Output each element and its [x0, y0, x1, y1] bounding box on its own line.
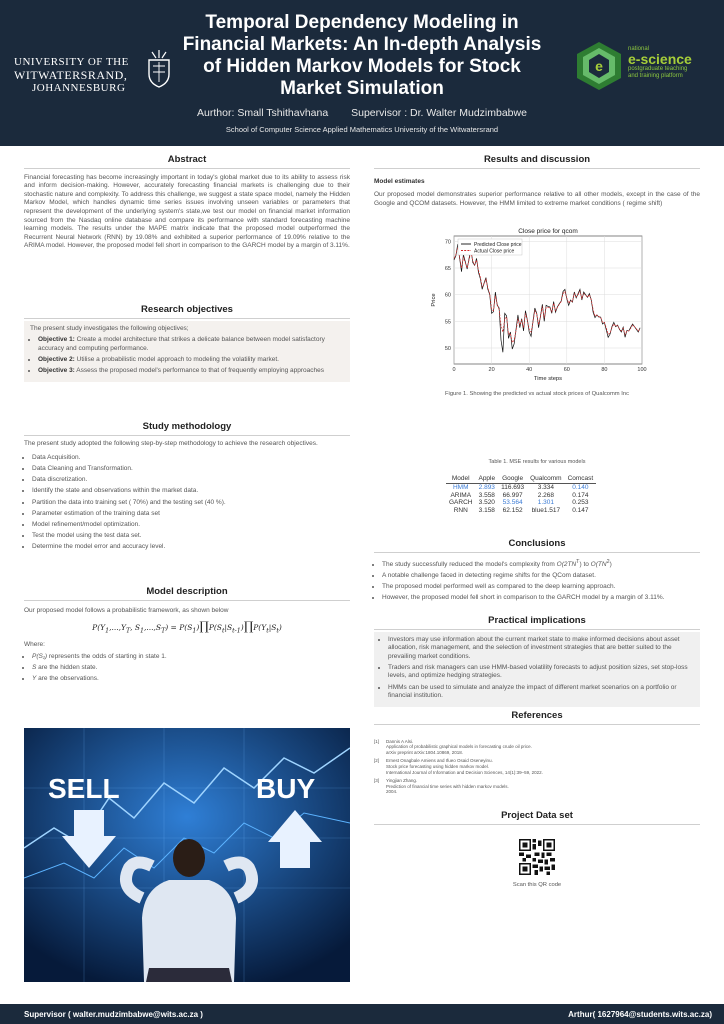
legend-label: Actual Close price [474, 248, 515, 255]
results-text: Our proposed model demonstrates superior performance relative to all other models, except in the case of the Google and QCOM datasets. However, the HMM limited to extreme market conditions ( regime shift) [374, 191, 700, 207]
wits-logo [14, 46, 164, 102]
reference-item [374, 758, 700, 775]
sell-buy-illustration [24, 728, 350, 982]
wits-logo-line-1: UNIVERSITY OF THE [14, 56, 129, 68]
model-bullet [32, 664, 350, 673]
footer-supervisor-email[interactable]: Supervisor ( walter.mudzimbabwe@wits.ac.za ) [24, 1010, 203, 1019]
mse-table [446, 474, 596, 514]
objective-label: Objective 2: [38, 355, 75, 363]
qcom-chart [424, 226, 648, 386]
implications-section [374, 617, 700, 707]
model-symbol: Y [32, 675, 37, 683]
objective-text: Assess the proposed model's performance to that of frequently employing approaches [74, 366, 324, 374]
y-tick-label: 60 [444, 292, 451, 299]
model-bullet-text: are the hidden state. [36, 664, 98, 672]
implications-heading: Practical implications [374, 617, 700, 630]
reference-authors: Yingjian Zhang. [386, 778, 418, 784]
model-heading: Model description [24, 588, 350, 601]
x-tick-label: 40 [526, 367, 533, 373]
model-bullet [32, 653, 350, 662]
methodology-step: • Data discretization. [32, 476, 350, 485]
reference-venue: arXiv preprint arXiv:1804.10869, 2018. [386, 749, 464, 755]
reference-authors: Dannis A Alsi. [386, 738, 414, 744]
objective-label: Objective 1: [38, 336, 75, 344]
table-cell: GARCH [449, 499, 473, 506]
model-symbol: S [32, 664, 37, 672]
table-row [446, 499, 596, 507]
objectives-intro: The present study investigates the following objectives; [30, 324, 189, 332]
table-header: Qualcomm [527, 474, 564, 484]
model-symbol: P(S₁) [32, 653, 48, 661]
project-heading: Project Data set [374, 812, 700, 825]
figure-caption: Figure 1. Showing the predicted vs actual stock prices of Qualcomm Inc [445, 391, 629, 397]
supervisor-name: Supervisor : Dr. Walter Mudzimbabwe [351, 107, 527, 119]
reference-body [386, 778, 509, 795]
objective-label: Objective 3: [38, 366, 75, 374]
results-subheading: Model estimates [374, 177, 425, 185]
abstract-heading: Abstract [24, 156, 350, 169]
table-cell: HMM [452, 484, 469, 491]
table-cell: ARIMA [450, 491, 472, 499]
wits-logo-line-3: JOHANNESBURG [32, 82, 126, 94]
abstract-text: Financial forecasting has become increasingly important in today's global market due to its ability to assess risk and inform decision-making. However, accurately forecasting financial markets is challenging due to their stochastic nature and complexity. To address this challenge, we suggest a state space model, namely the Hidden Markov Model, which handles dynamic time series issues involving unseen variables or parameters that represent the development of the underlying system's state,we test our model on financial market information sourced from the Nasdaq online database and compare its performance with standard forecasting machine learning models. The results under the MAPE matrix indicate that the proposed model outperformed the Recurrent Neural Network (RNN) by 19.08% and exhibited a superior performance of 19.09% relative to the ARIMA model. However, the proposed model fell short in comparison to the GARCH model by a margin of 3.11%. [24, 173, 350, 250]
poster-footer [0, 1004, 724, 1024]
model-bullet-text: represents the odds of starting in state 1. [47, 653, 167, 661]
reference-item [374, 778, 700, 795]
methodology-steps [24, 454, 350, 551]
x-tick-label: 60 [563, 367, 570, 373]
conclusions-list [374, 558, 700, 603]
model-section [24, 588, 350, 687]
chart-title: Close price for qcom [518, 228, 578, 235]
svg-text:e: e [595, 58, 603, 74]
reference-title: Prediction of financial time series with hidden markov models. [386, 783, 509, 789]
table-header: Comcast [565, 474, 597, 484]
table-cell: blue1.517 [531, 506, 561, 514]
y-tick-label: 70 [444, 239, 451, 246]
table-cell: 62.152 [502, 506, 523, 514]
objective-text: Utilise a probabilistic model approach to modeling the volatility market. [74, 355, 279, 363]
qr-code-icon[interactable] [519, 839, 555, 875]
reference-venue: 2004. [386, 789, 398, 795]
conclusions-section [374, 540, 700, 605]
reference-body [386, 739, 532, 756]
sell-text: SELL [48, 773, 120, 804]
implication-item: • Investors may use information about the current market state to make informed decisions about asset allocation, risk management, and the selection of investment strategies that are better suited to the prevailing market conditions. [388, 636, 694, 662]
conclusion-text: The study successfully reduced the model's complexity from [382, 560, 557, 568]
objectives-box [24, 321, 350, 382]
references-list [374, 739, 700, 795]
author-name: Aurthor: Small Tshithavhana [197, 107, 329, 119]
references-section [374, 712, 700, 798]
table-cell: 0.140 [572, 484, 589, 491]
complexity-new-exp: 2 [606, 558, 610, 565]
conclusion-text: ) [609, 560, 612, 568]
conclusion-item: • However, the proposed model fell short in comparison to the GARCH model by a margin of 3.11%. [382, 594, 700, 603]
table-cell: 3.158 [478, 506, 495, 514]
complexity-old-exp: T [576, 558, 580, 565]
table-cell: 3.558 [478, 491, 495, 499]
y-tick-label: 55 [444, 319, 451, 326]
methodology-step: • Data Cleaning and Transformation. [32, 465, 350, 474]
objectives-heading: Research objectives [24, 306, 350, 319]
objectives-list [30, 336, 344, 375]
methodology-heading: Study methodology [24, 423, 350, 436]
poster-title: Temporal Dependency Modeling in Financial Markets: An In-depth Analysis of Hidden Markov Models for Stock Market Simulation [182, 12, 542, 99]
objective-text: Create a model architecture that strikes a delicate balance between model satisfactory accuracy and computing performance. [38, 336, 325, 352]
x-tick-label: 20 [488, 367, 495, 373]
e-science-line-3: postgraduate teaching [628, 66, 688, 72]
implication-item: • Traders and risk managers can use HMM-based volatility forecasts to adjust position sizes, set stop-loss levels, and optimize hedging strategies. [388, 664, 694, 681]
table-cell: 2.893 [478, 484, 495, 491]
complexity-new: O(TN [590, 560, 607, 568]
implications-list [380, 636, 694, 701]
reference-number: [3] [374, 778, 380, 784]
methodology-step: • Identify the state and observations within the market data. [32, 487, 350, 496]
table-header: Apple [475, 474, 498, 484]
businessman-figure [126, 839, 252, 982]
model-bullet-text: are the observations. [36, 675, 99, 683]
implication-item: • HMMs can be used to simulate and analyze the impact of different market scenarios on a portfolio or financial institution. [388, 684, 694, 701]
objective-item [38, 356, 344, 365]
reference-body [386, 758, 543, 775]
references-heading: References [374, 712, 700, 725]
model-bullet [32, 675, 350, 684]
table-cell: 116.693 [501, 484, 525, 491]
methodology-step: • Data Acquisition. [32, 454, 350, 463]
e-science-line-4: and training platform [628, 73, 683, 79]
y-tick-label: 65 [444, 266, 451, 272]
methodology-step: • Partition the data into training set ( 70%) and the testing set (40 %). [32, 499, 350, 508]
methodology-intro: The present study adopted the following step-by-step methodology to achieve the research objectives. [24, 439, 318, 447]
table-row [446, 484, 596, 492]
e-science-hexagon-icon [574, 40, 624, 92]
x-axis-label: Time steps [533, 376, 563, 382]
methodology-step: • Parameter estimation of the training data set [32, 510, 350, 519]
table-cell: 3.334 [537, 484, 554, 491]
methodology-section [24, 423, 350, 554]
buy-text: BUY [256, 773, 316, 804]
y-axis-label: Price [431, 293, 437, 307]
table-cell: 0.174 [572, 491, 589, 499]
poster-header [0, 0, 724, 146]
wits-logo-text [14, 56, 129, 95]
footer-author-email[interactable]: Arthur( 1627964@students.wits.ac.za) [568, 1010, 712, 1019]
author-line [150, 107, 574, 119]
project-section [374, 812, 700, 889]
model-intro: Our proposed model follows a probabilistic framework, as shown below [24, 606, 229, 614]
reference-item [374, 739, 700, 756]
table-header: Google [498, 474, 527, 484]
reference-number: [1] [374, 738, 380, 744]
conclusion-text: ) to [579, 560, 591, 568]
table-cell: 0.147 [572, 506, 589, 514]
table-row [446, 507, 596, 515]
e-science-line-1: national [628, 46, 650, 52]
wits-logo-line-2: WITWATERSRAND, [14, 68, 128, 82]
results-heading: Results and discussion [374, 156, 700, 169]
objective-item [38, 336, 344, 353]
table-caption: Table 1. MSE results for various models [488, 459, 586, 465]
sell-buy-photo [24, 728, 350, 982]
objectives-section [24, 306, 350, 382]
conclusions-heading: Conclusions [374, 540, 700, 553]
table-cell: 0.253 [572, 499, 589, 506]
objective-item [38, 367, 344, 376]
x-tick-label: 0 [452, 367, 456, 373]
conclusion-item: • The proposed model performed well as compared to the deep learning approach. [382, 583, 700, 592]
e-science-logo [574, 40, 714, 92]
complexity-old: O(2TN [556, 560, 577, 568]
results-section [374, 156, 700, 208]
e-science-logo-text [628, 46, 692, 80]
table-header-row [446, 474, 596, 484]
table-cell: 1.301 [537, 499, 554, 506]
x-tick-label: 80 [601, 367, 608, 373]
mse-table-wrap [446, 474, 596, 514]
model-bullets [24, 653, 350, 684]
wits-crest-icon [146, 48, 172, 88]
table-cell: 3.520 [478, 499, 495, 506]
abstract-section [24, 156, 350, 251]
methodology-step: • Model refinement/model optimization. [32, 521, 350, 530]
model-where: Where: [24, 640, 45, 648]
table-row [446, 492, 596, 500]
conclusion-item [382, 558, 700, 570]
table-cell: 66.997 [502, 491, 523, 499]
reference-venue: International Journal of Information and Decision Sciences, 14(1):39–59, 2022. [386, 769, 543, 775]
table-header: Model [446, 474, 475, 484]
model-equation: $P(Y_1,...,Y_T$, $S_1,...,S_T$) = $P(S_1)\prod P(S_t|S_{t-1})\prod P(Y_t|S_t)$ [92, 619, 282, 635]
table-cell: 2.268 [537, 491, 554, 499]
y-tick-label: 50 [444, 346, 451, 352]
e-science-line-2: e-science [628, 51, 692, 67]
methodology-step: • Test the model using the test data set. [32, 532, 350, 541]
table-cell: RNN [453, 506, 468, 514]
reference-authors: Ernest Onagbale Amiens and Ifueo Osaid Oseneyinu. [386, 758, 493, 764]
affiliation: School of Computer Science Applied Mathematics University of the Witwatersrand [225, 125, 499, 134]
reference-title: Stock price forecasting using hidden markov model. [386, 763, 490, 769]
methodology-step: • Determine the model error and accuracy level. [32, 543, 350, 552]
legend-label: Predicted Close price [474, 241, 522, 248]
table-cell: 53.564 [502, 499, 523, 506]
conclusion-item: • A notable challenge faced in detecting regime shifts for the QCom dataset. [382, 572, 700, 581]
x-tick-label: 100 [637, 367, 647, 373]
qcom-chart-svg [424, 226, 648, 386]
implications-box [374, 632, 700, 708]
reference-number: [2] [374, 758, 380, 764]
qr-caption: Scan this QR code [512, 881, 562, 888]
reference-title: Application of probabilistic graphical models in forecasting crude oil price. [386, 744, 532, 750]
